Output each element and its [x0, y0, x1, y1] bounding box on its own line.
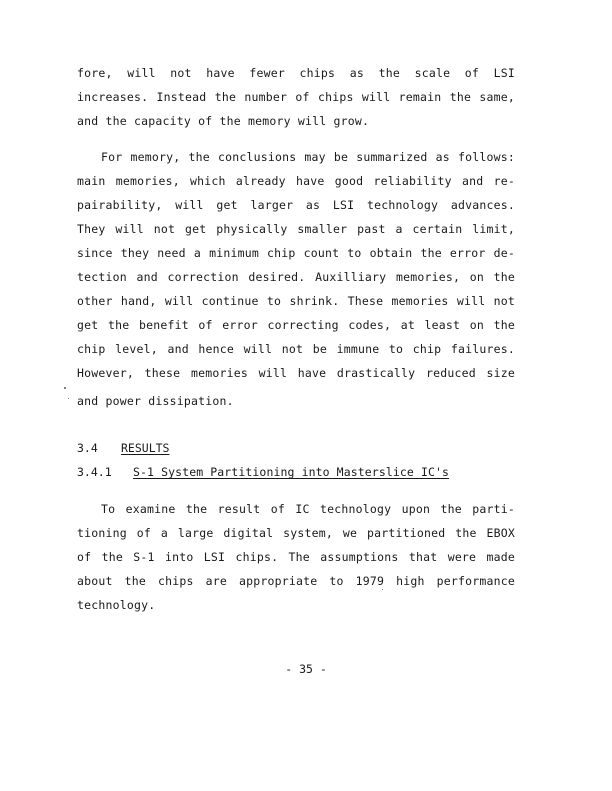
scan-speck — [68, 398, 69, 399]
paragraph3-line-4: about the chips are appropriate to 1979 high performance — [77, 574, 515, 588]
paragraph2-line-1: For memory, the conclusions may be summarized as follows: — [101, 150, 515, 164]
paragraph2-line-2: main memories, which already have good reliability and re- — [77, 174, 515, 188]
paragraph2-line-5: since they need a minimum chip count to obtain the error de- — [77, 246, 515, 260]
paragraph2-line-9: chip level, and hence will not be immune to chip failures. — [77, 342, 515, 356]
paragraph2-line-7: other hand, will continue to shrink. These memories will not — [77, 294, 515, 308]
paragraph2-line-4: They will not get physically smaller past a certain limit, — [77, 222, 515, 236]
paragraph1-line-2: increases. Instead the number of chips will remain the same, — [77, 90, 515, 104]
scan-speck — [382, 589, 383, 590]
section-number: 3.4 — [77, 441, 98, 455]
paragraph1-line-1: fore, will not have fewer chips as the scale of LSI — [77, 66, 515, 80]
paragraph2-line-6: tection and correction desired. Auxilliary memories, on the — [77, 270, 515, 284]
paragraph2-line-10: However, these memories will have drastically reduced size — [77, 366, 515, 380]
paragraph1-line-3: and the capacity of the memory will grow. — [77, 114, 370, 128]
paragraph3-line-5: technology. — [77, 598, 156, 612]
paragraph2-line-8: get the benefit of error correcting codes, at least on the — [77, 318, 515, 332]
paragraph2-line-3: pairability, will get larger as LSI technology advances. — [77, 198, 515, 212]
paragraph2-line-11: and power dissipation. — [77, 394, 234, 408]
page-number: - 35 - — [285, 662, 327, 676]
paragraph3-line-3: of the S-1 into LSI chips. The assumptions that were made — [77, 550, 515, 564]
subsection-title: S-1 System Partitioning into Masterslice IC's — [133, 465, 450, 479]
subsection-number: 3.4.1 — [77, 465, 112, 479]
paragraph3-line-1: To examine the result of IC technology upon the parti- — [101, 502, 515, 516]
paragraph3-line-2: tioning of a large digital system, we partitioned the EBOX — [77, 526, 515, 540]
section-title: RESULTS — [121, 441, 170, 455]
scan-speck — [64, 387, 66, 389]
